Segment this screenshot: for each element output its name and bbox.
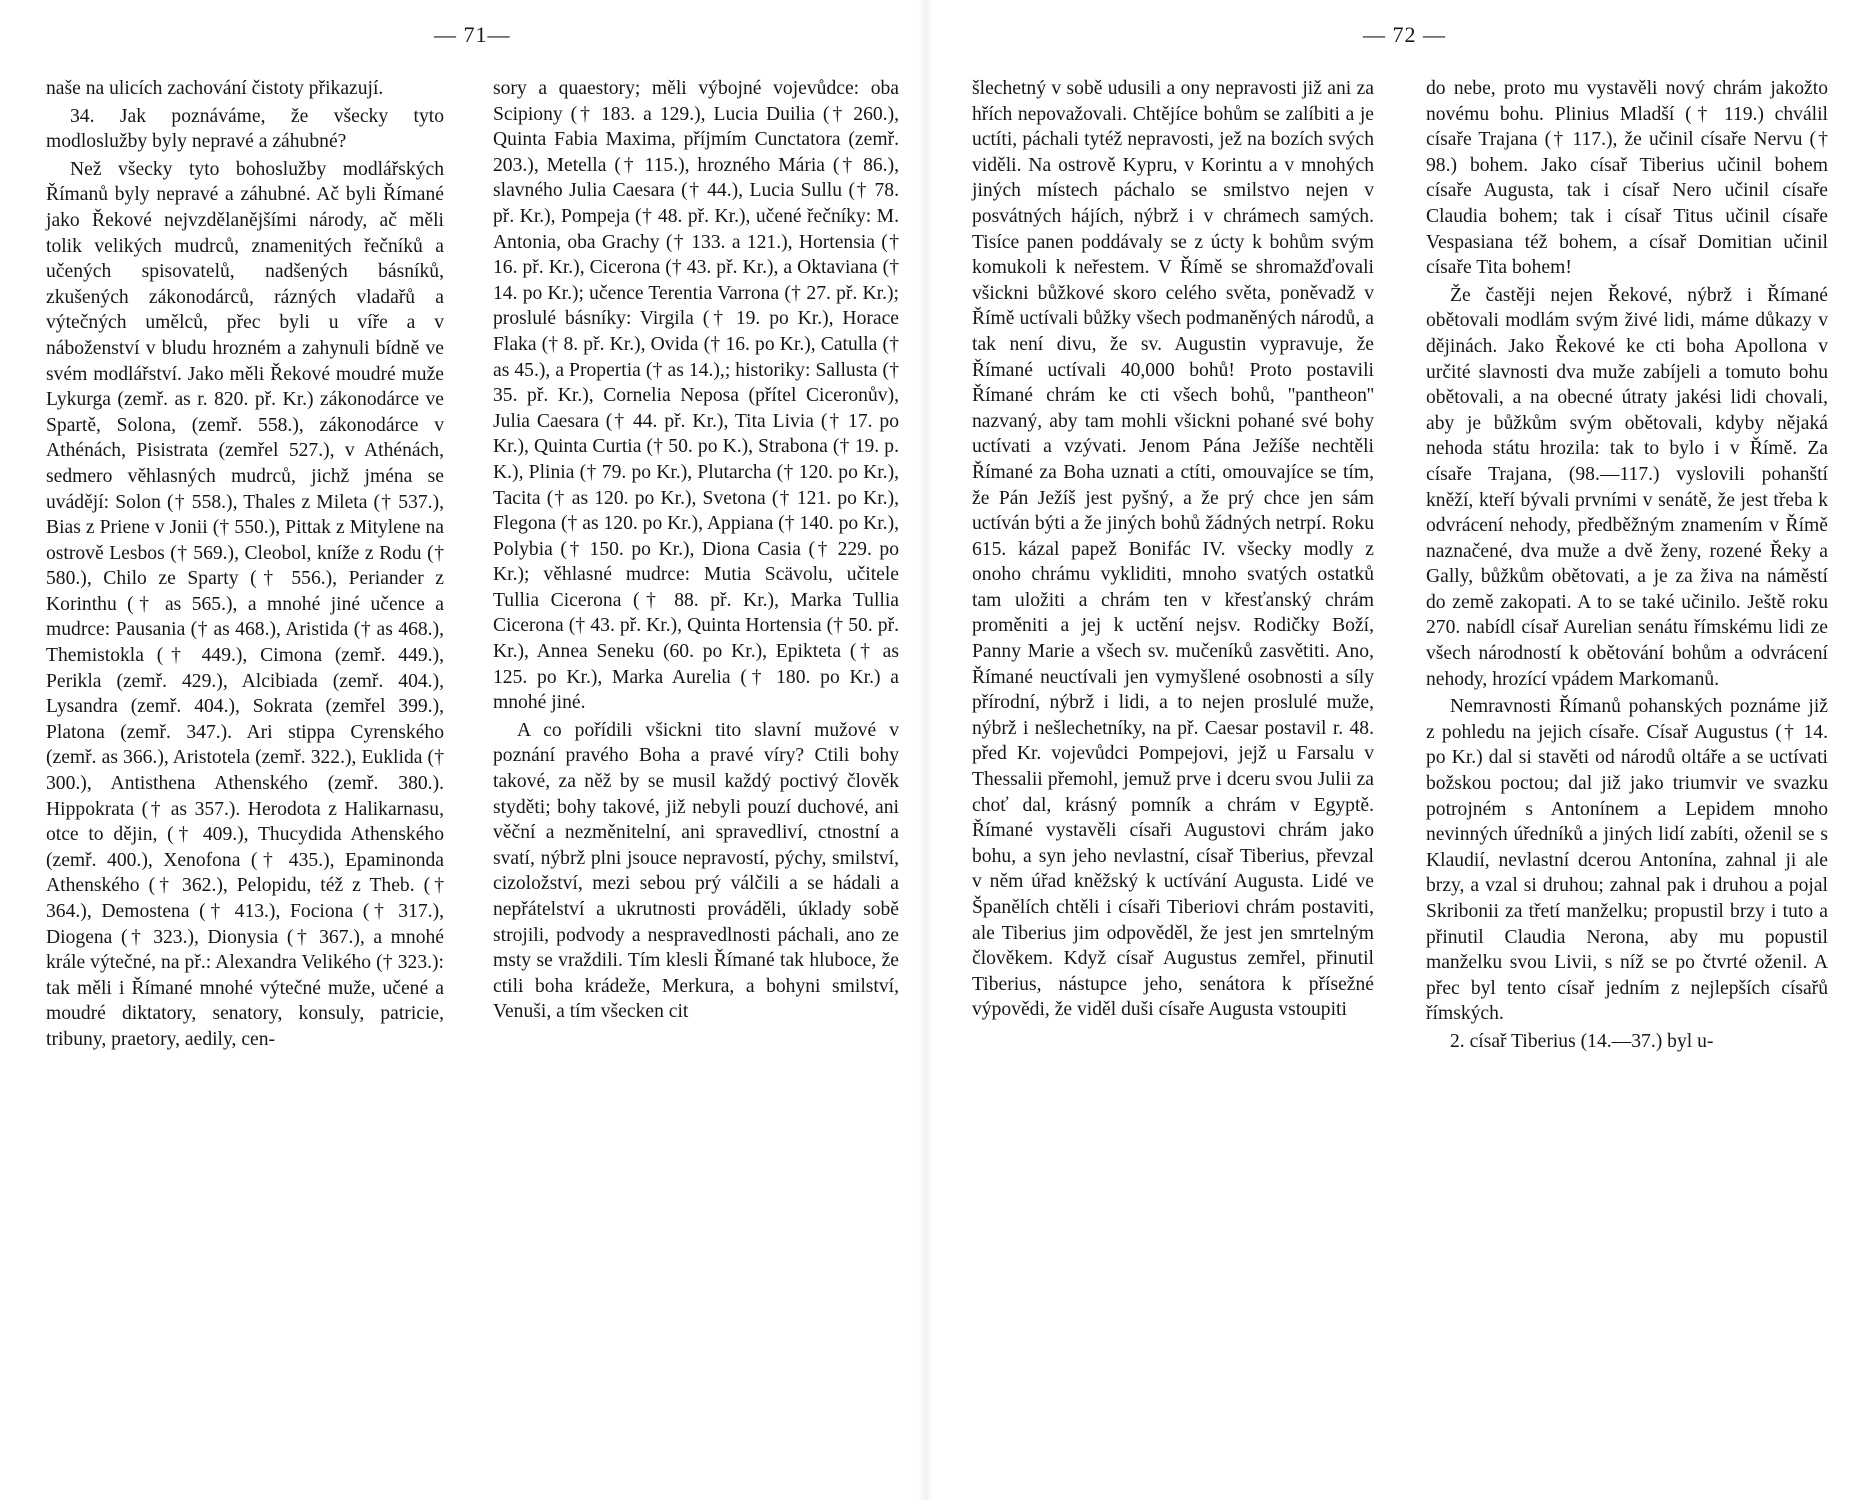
paragraph: sory a quaestory; měli výbojné vojevůdce: oba Scipiony († 183. a 129.), Lucia Duilia († 260.), Quinta Fabia Maxima, příjmím Cunctatora (zemř. 203.), Metella († 115.), hrozného Mária († 86.), slavného Julia Caesara († 44.), Lucia Sullu († 78. př. Kr.), Pompeja († 48. př. Kr.), učené řečníky: M. Antonia, oba Grachy († 133. a 121.), Hortensia († 16. př. Kr.), Cicerona († 43. př. Kr.), a Oktaviana († 14. po Kr.); učence Terentia Varrona († 27. př. Kr.); proslulé básníky: Virgila († 19. po Kr.), Horace Flaka († 8. př. Kr.), Ovida († 16. po Kr.), Catulla († as 45.), a Propertia († as 14.),; historiky: Sallusta († 35. př. Kr.), Cornelia Neposa (přítel Ciceronův), Julia Caesara († 44. př. Kr.), Tita Livia († 17. po Kr.), Quinta Curtia († 50. po K.), Strabona († 19. p. K.), Plinia († 79. po Kr.), Plutarcha († 120. po Kr.), Tacita († as 120. po Kr.), Svetona († 121. po Kr.), Flegona († as 120. po Kr.), Appiana († 140. po Kr.), Polybia († 150. po Kr.), Diona Casia († 229. po Kr.); věhlasné mudrce: Mutia Scävolu, učitele Tullia Cicerona († 88. př. Kr.), Marka Tullia Cicerona († 43. př. Kr.), Quinta Hortensia († 50. př. Kr.), Annea Seneku (60. po Kr.), Epikteta († as 125. po Kr.), Marka Aurelia († 180. po Kr.) a mnohé jiné.: [493, 78, 899, 714]
paragraph: šlechetný v sobě udusili a ony nepravosti již ani za hřích nepovažovali. Chtějíce bohům se zalíbiti a je uctíti, páchali tytéž nepravosti, jež na bozích svých viděli. Na ostrově Kypru, v Korintu a v mnohých jiných místech páchalo se smilstvo nejen v posvátných hájích, nýbrž i v chrámech samých. Tisíce panen poddávaly se z úcty k bohům svým komukoli k neřestem. V Římě se shromažďovali všickni bůžkové skoro celého světa, poněvadž v Římě uctívali bůžky všech podmaněných národů, a tak není divu, že sv. Augustin vypravuje, že Římané uctívali 40,000 bohů! Proto postavili Římané chrám ke cti všech bohů, ''pantheon'' nazvaný, aby tam mohli všickni pohané své bohy uctívati a vzývati. Jenom Pána Ježíše nechtěli Římané za Boha uznati a ctíti, omouvajíce se tím, že Pán Ježíš jest pyšný, a že prý chce jen sám uctíván býti a že jiných bohů žádných netrpí. Roku 615. kázal papež Bonifác IV. všecky modly z onoho chrámu vykliditi, mnoho svatých ostatků tam uložiti a chrám ten v křesťanský chrám proměniti a jej k uctění nejsv. Rodičky Boží, Panny Marie a všech sv. mučeníků zasvětiti. Ano, Římané neuctívali jen vymyšlené osobnosti a síly přírodní, nýbrž i lidi, a to nejen proslulé muže, nýbrž i nešlechetníky, na př. Caesar postavil r. 48. před Kr. vojevůdci Pompejovi, jejž u Farsalu v Thessalii přemohl, jemuž prve i dceru svou Julii za choť dal, krásný pomník a chrám v Egyptě. Římané vystavěli císaři Augustovi chrám jako bohu, a syn jeho nevlastní, císař Tiberius, převzal v něm úřad kněžský k uctívání Augusta. Lidé ve Španělích chtěli i císaři Tiberiovi chrám postaviti, ale Tiberius jim odpověděl, že jest jen smrtelným člověkem. Když císař Augustus zemřel, přinutil Tiberius, nástupce jeho, senátora k přísežné výpovědi, že viděl duši císaře Augusta vstoupiti: [972, 78, 1374, 1021]
page-72-column-1: [972, 76, 1374, 1023]
paragraph: Nemravnosti Římanů pohanských poznáme již z pohledu na jejich císaře. Císař Augustus († 14. po Kr.) dal si stavěti od národů oltáře a se uctívati božskou poctou; dal již jako triumvir ve svazku potrojném s Antonínem a Lepidem mnoho nevinných úředníků a jiných lidí zabíti, oženil se s Klaudií, nevlastní dcerou Antonína, zahnal ji ale brzy, a vzal si druhou; zahnal pak i druhou a pojal Skribonii za třetí manželku; propustil brzy i tuto a přinutil Claudia Nerona, aby mu popustil manželku svou Livii, s níž se po čtvrté oženil. A přec byl tento císař jedním z nejlepších císařů římských.: [1426, 696, 1828, 1025]
paragraph: do nebe, proto mu vystavěli nový chrám jakožto novému bohu. Plinius Mladší († 119.) chválil císaře Trajana († 117.), že učinil císaře Nervu († 98.) bohem. Jako císař Tiberius učinil bohem císaře Augusta, tak i císař Nero učinil císaře Claudia bohem; tak i císař Titus učinil císaře Vespasiana též bohem, a císař Domitian učinil císaře Tita bohem!: [1426, 78, 1828, 279]
page-72: [926, 0, 1852, 1500]
page-71-column-1: [46, 76, 444, 1053]
paragraph: Že častěji nejen Řekové, nýbrž i Římané obětovali modlám svým živé lidi, máme důkazy v dějinách. Jako Řekové ke cti boha Apollona v určité slavnosti dva muže zabíjeli a tomuto bohu obětovali, a na obecné útraty jakési lidi chovali, aby je bůžkům svým obětovali, kdyby nějaká nehoda státu hrozila: tak to bylo i v Římě. Za císaře Trajana, (98.—117.) vyslovili pohanští kněží, kteří bývali prvními v senátě, že jest třeba k odvrácení nehody, předběžným znamením v Římě naznačené, dva muže a dvě ženy, rozené Řeky a Gally, bůžkům obětovati, a je za živa na náměstí do země zakopati. A to se také učinilo. Ještě roku 270. nabídl císař Aurelian senátu římskému lidi ze všech národností k obětování bohům a odvrácení nehody, hrozící vpádem Markomanů.: [1426, 284, 1828, 690]
page-number: — 72 —: [1363, 22, 1446, 47]
paragraph: A co pořídili všickni tito slavní mužové v poznání pravého Boha a pravé víry? Ctili bohy takové, za něž by se musil každý poctivý člověk styděti; bohy takové, již nebyli pouzí duchové, ani věční a nezměnitelní, ani spravedliví, ctnostní a svatí, nýbrž plni jsouce nepravostí, pýchy, smilství, cizoložství, mezi sebou prý válčili a se hádali a nepřátelství a ukrutnosti prováděli, úklady sobě strojili, podvody a nespravedlnosti páchali, ano ze msty se vraždili. Tím klesli Římané tak hluboce, že ctili boha krádeže, Merkura, a bohyni smilství, Venuši, a tím všecken cit: [493, 719, 899, 1023]
paragraph-question-34: 34. Jak poznáváme, že všecky tyto modloslužby byly nepravé a záhubné?: [46, 105, 444, 153]
page-number: — 71—: [434, 22, 511, 47]
paragraph: 2. císař Tiberius (14.—37.) byl u-: [1450, 1030, 1714, 1052]
paragraph: Než všecky tyto bohoslužby modlářských Římanů byly nepravé a záhubné. Ač byli Římané jako Řekové nejvzdělanějšími národy, ač měli tolik velikých mudrců, znamenitých řečníků a učených spisovatelů, nadšených básníků, zkušených zákonodárců, rázných vladařů a výtečných umělců, přec byli u víře a v náboženství v bludu hrozném a zahynuli bídně ve svém modlářství. Jako měli Řekové moudré muže Lykurga (zemř. as r. 820. př. Kr.) zákonodárce ve Spartě, Solona, (zemř. 558.), zákonodárce v Athénách, Pisistrata (zemřel 527.), v Athénách, sedmero věhlasných mudrců, jichž jména se uvádějí: Solon († 558.), Thales z Mileta († 537.), Bias z Priene v Jonii († 550.), Pittak z Mitylene na ostrově Lesbos († 569.), Cleobol, kníže z Rodu († 580.), Chilo ze Sparty († 556.), Periander z Korinthu († as 565.), a mnohé jiné učence a mudrce: Pausania († as 468.), Aristida († as 468.), Themistokla († 449.), Cimona (zemř. 449.), Perikla (zemř. 429.), Alcibiada (zemř. 404.), Lysandra (zemř. 404.), Sokrata (zemřel 399.), Platona (zemř. 347.). Ari stippa Cyrenského (zemř. as 366.), Aristotela (zemř. 322.), Euklida († 300.), Antisthena Athenského (zemř. 380.). Hippokrata († as 357.). Herodota z Halikarnasu, otce to dějin, († 409.), Thucydida Athenského (zemř. 400.), Xenofona († 435.), Epaminonda Athenského († 362.), Pelopidu, též z Theb. († 364.), Demostena († 413.), Fociona († 317.), Diogena († 323.), Dionysia († 367.), a mnohé krále výtečné, na př.: Alexandra Velikého († 323.): tak měli i Římané mnohé výtečné muže, učené a moudré diktatory, senatory, konsuly, patricie, tribuny, praetory, aedily, cen-: [46, 158, 444, 1050]
paragraph: naše na ulicích zachování čistoty přikazují.: [46, 78, 384, 99]
page-72-column-2: [1426, 76, 1828, 1055]
page-71-column-2: [493, 76, 899, 1025]
